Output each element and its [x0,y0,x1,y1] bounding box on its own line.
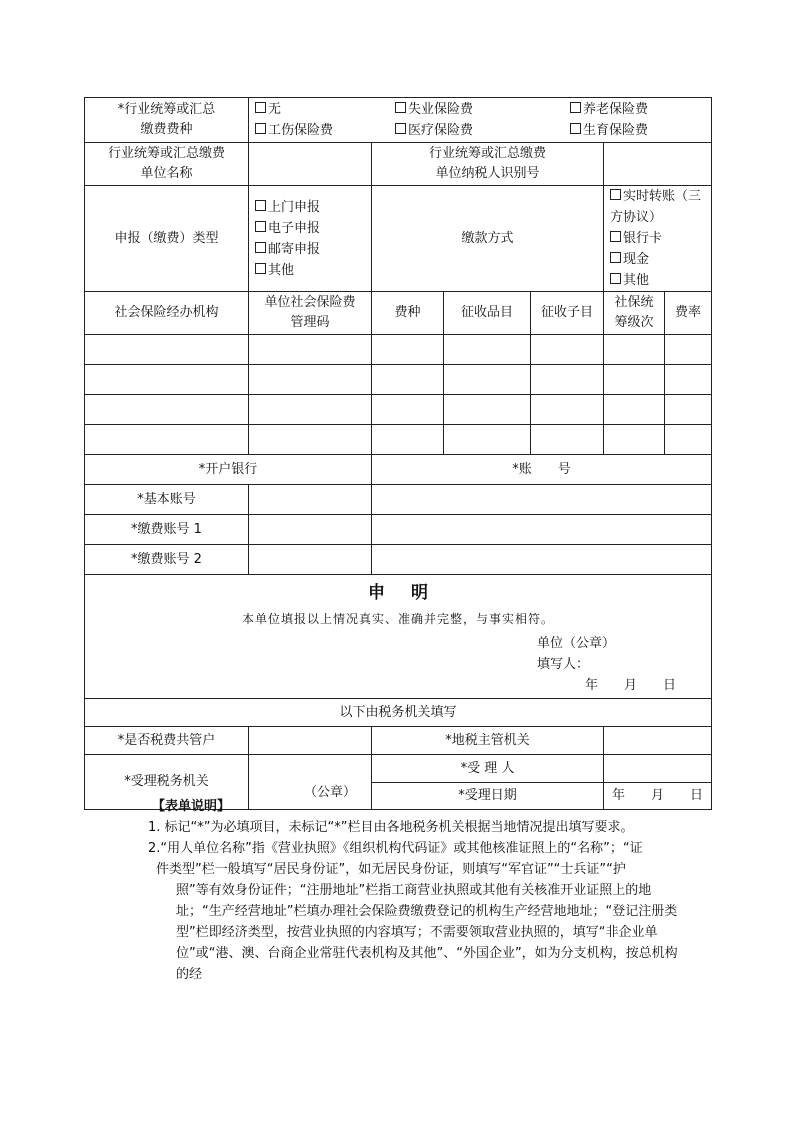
account-label: *账 号 [372,455,712,485]
item-header: 征收品目 [444,292,531,335]
checkbox-icon[interactable] [570,102,581,113]
declaration-filler: 填写人： [537,657,590,672]
checkbox-icon[interactable] [255,242,266,253]
subitem-header: 征收子目 [531,292,604,335]
fee-option-unemployment[interactable]: 失业保险费 [395,99,570,120]
notes-paragraph-1: 1. 标记“*”为必填项目，未标记“*”栏目由各地税务机关根据当地情况提出填写要求。 [148,820,634,835]
unit-taxid-label: 行业统筹或汇总缴费 单位纳税人识别号 [372,143,604,186]
unit-row [85,143,712,186]
agency-header-row [85,292,712,335]
declare-type-options [249,186,372,292]
pay-account-2-bank-field[interactable] [249,545,372,575]
level-header: 社保统 筹级次 [604,292,665,335]
notes-title: 【表单说明】 [152,799,231,814]
fee-type-label: *行业统筹或汇总 缴费费种 [85,98,249,143]
accept-date-field[interactable]: 年 月 日 [604,783,712,810]
agency-data-row [85,425,712,455]
agency-header: 社会保险经办机构 [85,292,249,335]
accept-office-seal: （公章） [303,785,356,800]
notes-paragraph-2c: 照”等有效身份证件；“注册地址”栏指工商营业执照或其他有关核准开业证照上的地址；“生产经营地址”栏填办理社会保险费缴费登记的机构生产经营地地址；“登记注册类型”栏即经济类型，按营业执照的内容填写；不需要领取营业执照的，填写“非企业单位”或“港、澳、台商企业常驻代表机构及其他”、“外国企业”，如为分支机构，按总机构的经 [176,883,678,982]
agency-data-row [85,395,712,425]
tax-shared-field[interactable] [249,727,372,755]
checkbox-icon[interactable] [395,102,406,113]
tax-shared-label: *是否税费共管户 [85,727,249,755]
checkbox-icon[interactable] [255,123,266,134]
declaration-row [85,575,712,699]
payment-method-label: 缴款方式 [372,186,604,292]
fee-type-row [85,98,712,143]
declare-type-label: 申报（缴费）类型 [85,186,249,292]
basic-account-bank-field[interactable] [249,485,372,515]
pay-account-1-row [85,515,712,545]
form-notes [120,796,682,985]
checkbox-icon[interactable] [395,123,406,134]
notes-paragraph-2a: 2.“用人单位名称”指《营业执照》《组织机构代码证》或其他核准证照上的“名称”；“证 [148,841,643,856]
accepter-label: *受 理 人 [372,755,604,783]
fee-option-injury[interactable]: 工伤保险费 [255,120,395,141]
tax-shared-row [85,727,712,755]
fee-kind-header: 费种 [372,292,444,335]
fee-option-maternity[interactable]: 生育保险费 [570,120,690,141]
bank-label: *开户银行 [85,455,372,485]
basic-account-label: *基本账号 [85,485,249,515]
payment-method-options [604,186,712,292]
unit-taxid-field[interactable] [604,143,712,186]
checkbox-icon[interactable] [610,189,621,200]
checkbox-icon[interactable] [610,231,621,242]
declare-option-electronic[interactable]: 电子申报 [255,218,371,239]
registration-form-table [84,97,712,810]
pay-account-2-label: *缴费账号 2 [85,545,249,575]
tax-office-header: 以下由税务机关填写 [85,699,712,727]
mgmt-code-header: 单位社会保险费 管理码 [249,292,372,335]
payment-option-cash[interactable]: 现金 [610,249,711,270]
checkbox-icon[interactable] [610,273,621,284]
declaration-title: 申明 [368,583,455,603]
notes-paragraph-2b: 件类型”栏一般填写“居民身份证”，如无居民身份证，则填写“军官证”“士兵证”“护 [156,862,626,877]
declare-row [85,186,712,292]
payment-option-other[interactable]: 其他 [610,270,711,291]
checkbox-icon[interactable] [255,263,266,274]
agency-data-row [85,365,712,395]
declare-option-onsite[interactable]: 上门申报 [255,197,371,218]
checkbox-icon[interactable] [570,123,581,134]
declaration-date: 年 月 日 [585,678,677,693]
fee-option-pension[interactable]: 养老保险费 [570,99,690,120]
pay-account-1-number-field[interactable] [372,515,712,545]
basic-account-row [85,485,712,515]
rate-header: 费率 [665,292,712,335]
agency-data-row [85,335,712,365]
checkbox-icon[interactable] [255,221,266,232]
unit-name-label: 行业统筹或汇总缴费 单位名称 [85,143,249,186]
local-tax-label: *地税主管机关 [372,727,604,755]
local-tax-field[interactable] [604,727,712,755]
declare-option-other[interactable]: 其他 [255,260,371,281]
declaration-text: 本单位填报以上情况真实、准确并完整，与事实相符。 [242,612,555,626]
basic-account-number-field[interactable] [372,485,712,515]
fee-option-none[interactable]: 无 [255,99,395,120]
checkbox-icon[interactable] [610,252,621,263]
accepter-field[interactable] [604,755,712,783]
accept-office-label: *受理税务机关 [85,755,249,810]
fee-option-medical[interactable]: 医疗保险费 [395,120,570,141]
accept-office-row [85,755,712,783]
unit-name-field[interactable] [249,143,372,186]
payment-option-bankcard[interactable]: 银行卡 [610,228,711,249]
bank-header-row [85,455,712,485]
pay-account-2-row [85,545,712,575]
declaration-cell [85,575,712,699]
declare-option-mail[interactable]: 邮寄申报 [255,239,371,260]
fee-type-options [249,98,712,143]
payment-option-transfer[interactable]: 实时转账（三方协议） [610,189,702,225]
declaration-unit-seal: 单位（公章） [537,636,616,651]
pay-account-1-label: *缴费账号 1 [85,515,249,545]
checkbox-icon[interactable] [255,200,266,211]
accept-date-label: *受理日期 [372,783,604,810]
tax-office-header-row [85,699,712,727]
pay-account-1-bank-field[interactable] [249,515,372,545]
pay-account-2-number-field[interactable] [372,545,712,575]
checkbox-icon[interactable] [255,102,266,113]
